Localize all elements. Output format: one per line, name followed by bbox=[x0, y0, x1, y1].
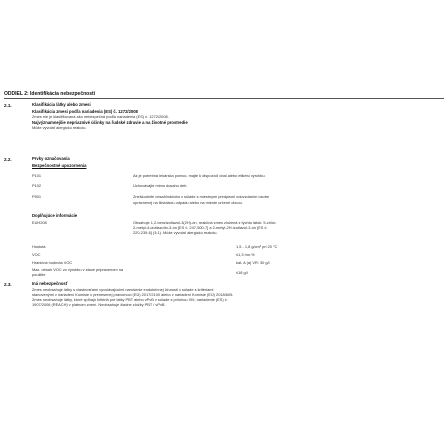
classification-subheading: Klasifikácia zmesi podľa nariadenia (ES) č. 1272/2008 bbox=[32, 109, 138, 114]
precaution-code: P102 bbox=[32, 183, 42, 188]
other-hazards-line: Zmes neobsahuje látky, ktoré spĺňajú kritériá pre látky PBT alebo vPvB v súlade s prílohou XIII, nariadenie (ES) č. bbox=[32, 297, 228, 302]
section-2-2-number: 2.2. bbox=[4, 157, 12, 162]
precautions-heading: Bezpečnostné upozornenia bbox=[32, 163, 87, 168]
property-label-continued: použitie bbox=[32, 272, 46, 277]
precaution-text: Ak je potrebná lekárska pomoc, majte k dispozícii obal alebo etiketu výrobku. bbox=[133, 173, 266, 178]
effects-heading: Najvýznamnejšie nepriaznivé účinky na ľudské zdravie a na životné prostredie bbox=[32, 120, 188, 125]
property-label: Hraničná hodnota VOC bbox=[32, 260, 73, 265]
precaution-code: P101 bbox=[32, 173, 42, 178]
property-label: Max. obsah VOC vo výrobku v stave pripravenom na bbox=[32, 267, 124, 272]
property-value: ≤18 g/l bbox=[236, 270, 248, 275]
section-2-3-heading: Iná nebezpečnosť bbox=[32, 281, 68, 286]
property-label: Hustota bbox=[32, 244, 46, 249]
precaution-text-continued: oprávnenej na likvidáciu odpadu alebo na mieste určené obcou. bbox=[133, 200, 243, 205]
effects-text: Môže vyvolať alergickú reakciu. bbox=[32, 125, 87, 130]
property-label: VOC bbox=[32, 252, 41, 257]
section-2-1-heading: Klasifikácia látky alebo zmesi bbox=[32, 102, 91, 107]
other-hazards-line: stanovenými v nariadení Komisie v prenesenej právomoci (EÚ) 2017/2100 alebo v nariadení Komisie (EÚ) 2018/605. bbox=[32, 292, 234, 297]
euh-text-line: 2-metyl-4-izotiazolín-3-ón [ES č. 247-500-7] a 2-metyl-2H-izotiazol-3-ón [ES č. bbox=[133, 225, 268, 230]
precaution-text: Zneškodnite obsah/nádobu v súlade s miestnymi predpismi odovzdaním osobe bbox=[133, 194, 270, 199]
property-value: 1,5 - 1,8 g/cm³ pri 20 °C bbox=[236, 244, 278, 249]
supplementary-heading: Doplňujúce informácie bbox=[32, 213, 78, 218]
euh-text-line: 220-239-6] (3:1). Môže vyvolať alergickú reakciu. bbox=[133, 230, 218, 235]
section-2-1-number: 2.1. bbox=[4, 103, 12, 108]
euh-text-line: Obsahuje 1,2-benzizotiazol-3(2H)-ón, reakčná zmes zložená z týchto látok: 5-chlór- bbox=[133, 220, 277, 225]
section-divider bbox=[4, 98, 444, 99]
precaution-text: Uchovávajte mimo dosahu detí. bbox=[133, 183, 188, 188]
precaution-code: P501 bbox=[32, 194, 42, 199]
euh-code: EUH208 bbox=[32, 220, 47, 225]
property-value: ≤1,3 hm.% bbox=[236, 252, 255, 257]
section-2-2-heading: Prvky označovania bbox=[32, 156, 70, 161]
other-hazards-line: 1907/2006 (REACH) v platnom znení. Neobsahuje žiadne zložky PBT / vPvB. bbox=[32, 302, 166, 307]
section-title: ODDIEL 2: Identifikácia nebezpečnosti bbox=[4, 91, 96, 97]
property-value: kat. A (a) VR: 30 g/l bbox=[236, 260, 270, 265]
other-hazards-line: Zmes neobsahuje látky s vlastnosťami vyvolávajúcimi narušenie endokrinnej činnosti v súlade s kritériami bbox=[32, 287, 214, 292]
classification-text: Zmes nie je klasifikovaná ako nebezpečná podľa nariadenia (ES) č. 1272/2008. bbox=[32, 114, 169, 119]
section-2-3-number: 2.3. bbox=[4, 282, 12, 287]
